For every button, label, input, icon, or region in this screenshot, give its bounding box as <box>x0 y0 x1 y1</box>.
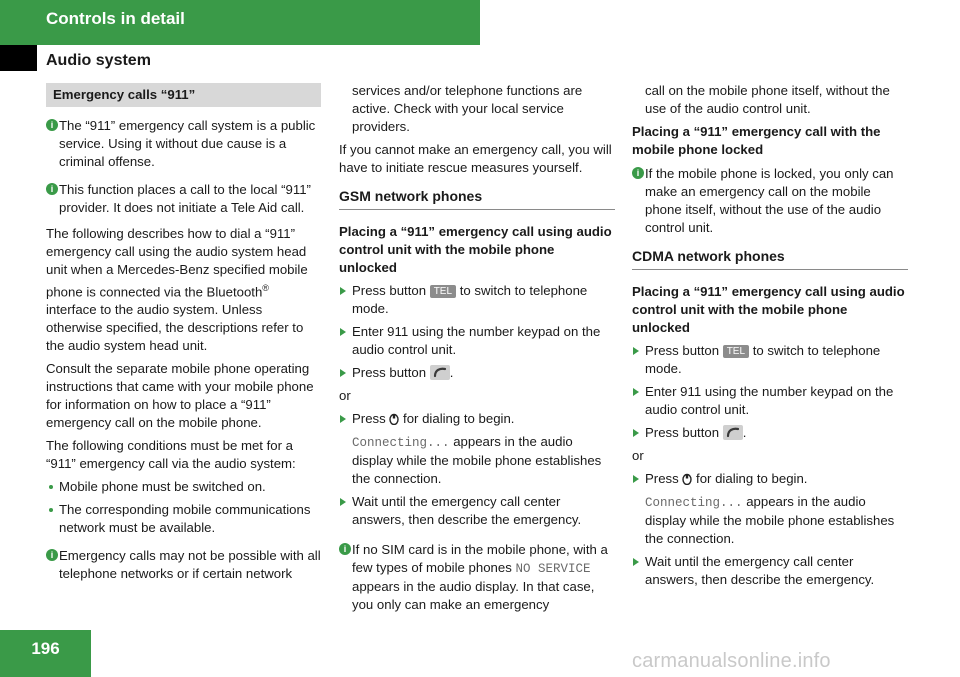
section-heading-cdma: CDMA network phones <box>632 247 908 270</box>
control-knob-icon <box>682 473 692 485</box>
or-text: or <box>339 388 351 403</box>
step: Press button TEL to switch to telephone mode. <box>632 342 908 378</box>
control-knob-icon <box>389 413 399 425</box>
step: Wait until the emergency call center answers, then describe the emergency. <box>339 493 615 529</box>
info-note <box>46 117 321 171</box>
step: Press button . <box>339 364 615 382</box>
arrow-icon <box>633 429 639 437</box>
paragraph: Connecting... appears in the audio display while the mobile phone establishes the connection. <box>645 494 895 546</box>
chapter-title: Controls in detail <box>46 9 185 28</box>
arrow-icon <box>340 415 346 423</box>
list-item: Mobile phone must be switched on. <box>46 478 321 496</box>
arrow-icon <box>633 475 639 483</box>
watermark: carmanualsonline.info <box>632 650 831 672</box>
column-1 <box>46 83 321 591</box>
info-note <box>46 181 321 217</box>
info-text: Emergency calls may not be possible with all telephone networks or if certain network <box>59 548 321 582</box>
phone-handset-icon <box>723 425 743 440</box>
arrow-icon <box>340 287 346 295</box>
section-title: Audio system <box>46 52 151 69</box>
step: Press button . <box>632 424 908 442</box>
paragraph: If you cannot make an emergency call, you will have to initiate rescue measures yourself. <box>339 142 612 175</box>
step: Enter 911 using the number keypad on the audio control unit. <box>632 383 908 419</box>
arrow-icon <box>633 347 639 355</box>
paragraph: Connecting... appears in the audio display while the mobile phone establishes the connection. <box>352 434 602 486</box>
bullet-icon <box>49 485 53 489</box>
info-icon: i <box>46 119 58 131</box>
step: Wait until the emergency call center answers, then describe the emergency. <box>632 553 908 589</box>
subheading: Placing a “911” emergency call using audio control unit with the mobile phone unlocked <box>632 284 905 335</box>
step: Press button TEL to switch to telephone mode. <box>339 282 615 318</box>
info-note: i If the mobile phone is locked, you only can make an emergency call on the mobile phone itself, without the use of the audio control unit. <box>632 165 908 237</box>
section-heading-gsm: GSM network phones <box>339 187 615 210</box>
info-icon: i <box>632 167 644 179</box>
header-marker <box>0 45 37 71</box>
info-icon: i <box>339 543 351 555</box>
step: Press for dialing to begin. <box>339 410 615 428</box>
arrow-icon <box>633 388 639 396</box>
paragraph: The following conditions must be met for a “911” emergency call via the audio system: <box>46 438 296 472</box>
column-3 <box>632 82 908 594</box>
info-icon: i <box>46 549 58 561</box>
info-icon: i <box>46 183 58 195</box>
list-item: The corresponding mobile communications network must be available. <box>46 501 321 537</box>
bullet-icon <box>49 508 53 512</box>
paragraph: services and/or telephone functions are active. Check with your local service providers. <box>352 83 583 134</box>
paragraph: The following describes how to dial a “911” emergency call using the audio system head unit when a Mercedes-Benz specified mobile phone is connected via the Bluetooth® interface to the audio system. Unless otherwise specified, the descriptions refer to the audio system head unit. <box>46 226 308 354</box>
tel-key-icon: TEL <box>430 285 456 298</box>
arrow-icon <box>633 558 639 566</box>
subheading: Placing a “911” emergency call with the mobile phone locked <box>632 124 881 157</box>
step: Press for dialing to begin. <box>632 470 908 488</box>
or-text: or <box>632 448 644 463</box>
step: Enter 911 using the number keypad on the audio control unit. <box>339 323 615 359</box>
paragraph: call on the mobile phone itself, without the use of the audio control unit. <box>645 83 890 116</box>
arrow-icon <box>340 328 346 336</box>
info-text: This function places a call to the local “911” provider. It does not initiate a Tele Aid call. <box>59 182 311 215</box>
info-note: i If no SIM card is in the mobile phone, with a few types of mobile phones NO SERVICE appears in the audio display. In that case, you only can make an emergency <box>339 541 615 614</box>
phone-handset-icon <box>430 365 450 380</box>
paragraph: Consult the separate mobile phone operating instructions that came with your mobile phone for information on how to place a “911” emergency call on the mobile phone. <box>46 361 314 431</box>
column-2 <box>339 82 615 622</box>
info-text: The “911” emergency call system is a public service. Using it without due cause is a criminal offense. <box>59 118 316 169</box>
page-number: 196 <box>31 639 60 658</box>
arrow-icon <box>340 369 346 377</box>
emergency-heading-box: Emergency calls “911” <box>46 83 321 107</box>
subheading: Placing a “911” emergency call using audio control unit with the mobile phone unlocked <box>339 224 612 275</box>
tel-key-icon: TEL <box>723 345 749 358</box>
info-note <box>46 547 321 583</box>
arrow-icon <box>340 498 346 506</box>
